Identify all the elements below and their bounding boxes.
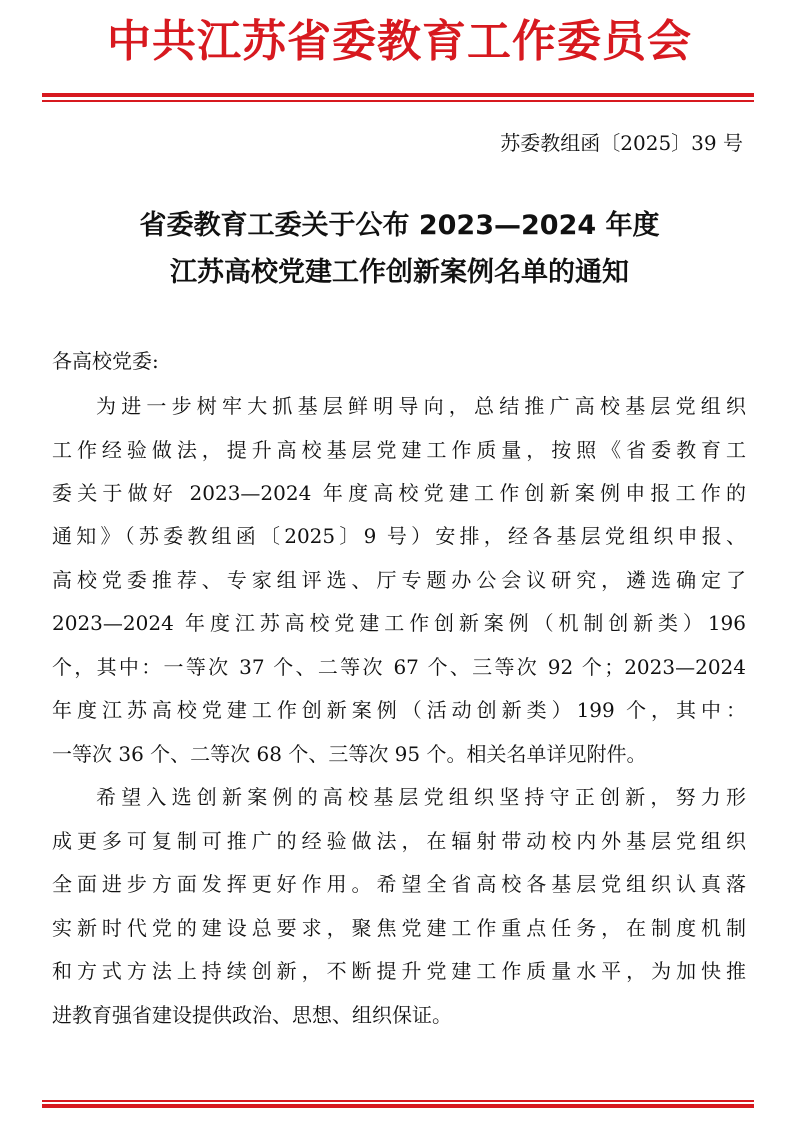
paragraph-2-line: 成更多可复制可推广的经验做法，在辐射带动校内外基层党组织 bbox=[52, 829, 746, 853]
paragraph-1-line: 一等次 36 个、二等次 68 个、三等次 95 个。相关名单详见附件。 bbox=[52, 742, 647, 766]
paragraph-2-line: 和方式方法上持续创新，不断提升党建工作质量水平，为加快推 bbox=[52, 959, 746, 983]
footer-red-rule-thick bbox=[42, 1104, 754, 1108]
paragraph-1-line: 委关于做好 2023—2024 年度高校党建工作创新案例申报工作的 bbox=[52, 481, 746, 505]
paragraph-2-line: 进教育强省建设提供政治、思想、组织保证。 bbox=[52, 1003, 452, 1027]
paragraph-1-line: 工作经验做法，提升高校基层党建工作质量，按照《省委教育工 bbox=[52, 438, 746, 462]
issuing-authority-header: 中共江苏省委教育工作委员会 bbox=[107, 16, 692, 67]
header-red-rule-thick bbox=[42, 93, 754, 97]
addressee: 各高校党委: bbox=[52, 349, 159, 373]
document-number: 苏委教组函〔2025〕39 号 bbox=[500, 131, 743, 155]
header-red-rule-thin bbox=[42, 100, 754, 102]
paragraph-1-line: 通知》（苏委教组函〔2025〕9 号）安排，经各基层党组织申报、 bbox=[52, 524, 746, 548]
document-title-line-2: 江苏高校党建工作创新案例名单的通知 bbox=[170, 257, 629, 288]
paragraph-1-line: 为进一步树牢大抓基层鲜明导向，总结推广高校基层党组织 bbox=[96, 394, 746, 418]
paragraph-1-line: 高校党委推荐、专家组评选、厅专题办公会议研究，遴选确定了 bbox=[52, 568, 746, 592]
paragraph-2-line: 希望入选创新案例的高校基层党组织坚持守正创新，努力形 bbox=[96, 785, 746, 809]
paragraph-2-line: 全面进步方面发挥更好作用。希望全省高校各基层党组织认真落 bbox=[52, 872, 746, 896]
paragraph-1-line: 2023—2024 年度江苏高校党建工作创新案例（机制创新类）196 bbox=[52, 611, 746, 635]
document-title-line-1: 省委教育工委关于公布 2023—2024 年度 bbox=[139, 210, 660, 241]
paragraph-1-line: 年度江苏高校党建工作创新案例（活动创新类）199 个，其中： bbox=[52, 698, 746, 722]
paragraph-1-line: 个，其中：一等次 37 个、二等次 67 个、三等次 92 个；2023—2024 bbox=[52, 655, 746, 679]
paragraph-2-line: 实新时代党的建设总要求，聚焦党建工作重点任务，在制度机制 bbox=[52, 916, 746, 940]
footer-red-rule-thin bbox=[42, 1100, 754, 1102]
